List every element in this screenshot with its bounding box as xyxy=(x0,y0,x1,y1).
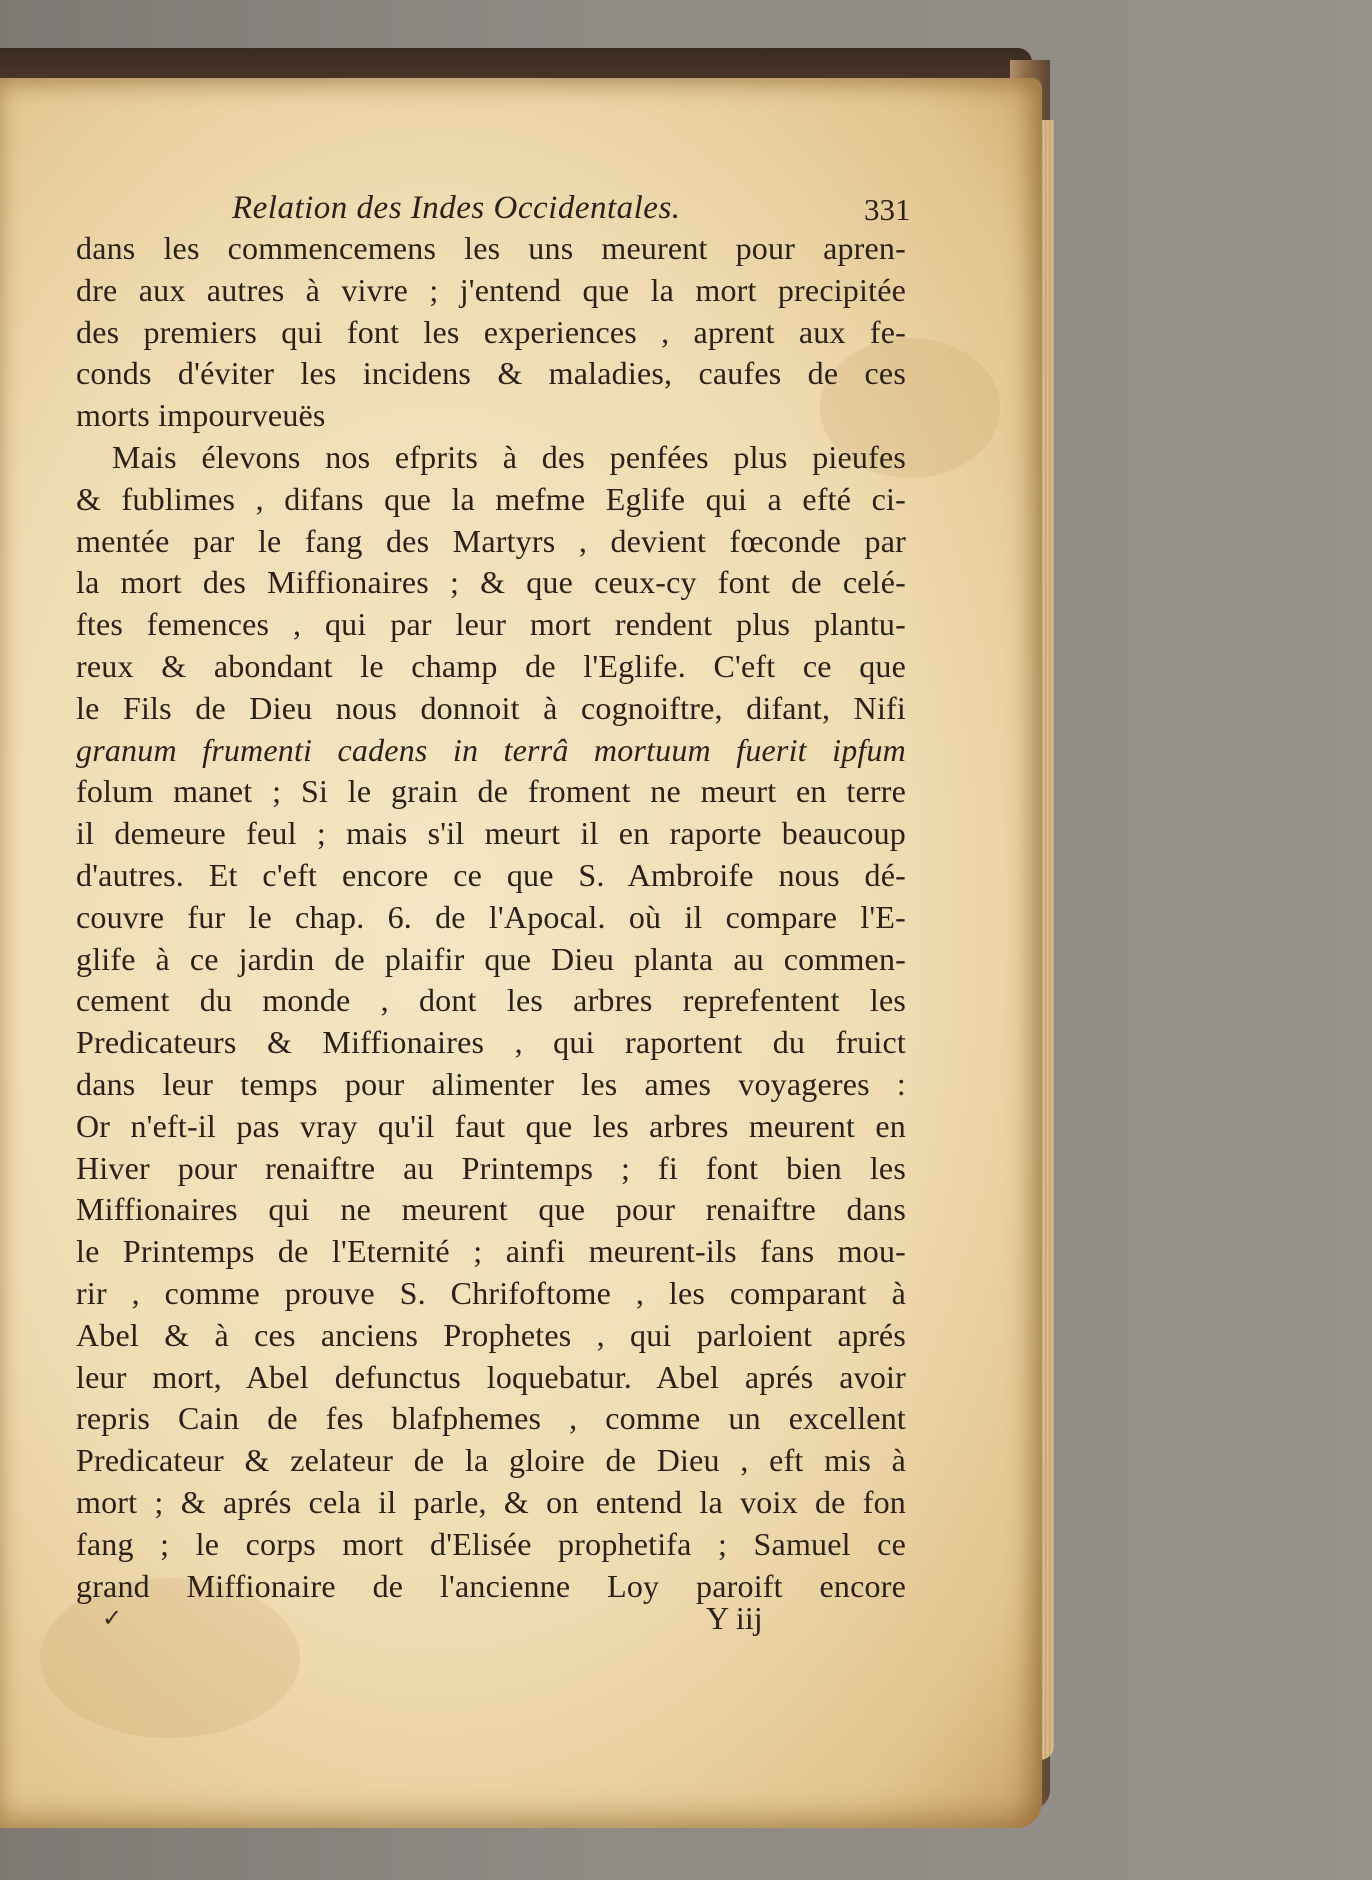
text-line: Or n'eft-il pas vray qu'il faut que les arbres meurent en xyxy=(76,1107,906,1144)
text-line: cement du monde , dont les arbres reprefentent les xyxy=(76,982,906,1019)
text-line: d'autres. Et c'eft encore ce que S. Ambroife nous dé- xyxy=(76,856,906,893)
text-line: rir , comme prouve S. Chrifoftome , les comparant à xyxy=(76,1274,906,1311)
text-line: reux & abondant le champ de l'Eglife. C'eft ce que xyxy=(76,647,906,684)
body-text xyxy=(76,228,906,1607)
text-line: glife à ce jardin de plaifir que Dieu planta au commen- xyxy=(76,940,906,977)
text-line: leur mort, Abel defunctus loquebatur. Abel aprés avoir xyxy=(76,1358,906,1395)
text-line: ftes femences , qui par leur mort rendent plus plantu- xyxy=(76,606,906,643)
text-line: il demeure feul ; mais s'il meurt il en raporte beaucoup xyxy=(76,815,906,852)
text-line: mort ; & aprés cela il parle, & on entend la voix de fon xyxy=(76,1483,906,1520)
text-line: la mort des Miffionaires ; & que ceux-cy font de celé- xyxy=(76,564,906,601)
text-line: conds d'éviter les incidens & maladies, caufes de ces xyxy=(76,355,906,392)
text-line: repris Cain de fes blafphemes , comme un excellent xyxy=(76,1400,906,1437)
margin-mark: ✓ xyxy=(102,1606,123,1632)
text-line: Mais élevons nos efprits à des penfées plus pieufes xyxy=(112,438,906,475)
text-line: dans leur temps pour alimenter les ames voyageres : xyxy=(76,1065,906,1102)
text-line: des premiers qui font les experiences , aprent aux fe- xyxy=(76,313,906,350)
signature-mark: Y iij xyxy=(706,1600,763,1636)
text-line: morts impourveuës xyxy=(76,397,326,434)
text-line: le Fils de Dieu nous donnoit à cognoiftre, difant, Nifi xyxy=(76,689,906,726)
text-line: Abel & à ces anciens Prophetes , qui parloient aprés xyxy=(76,1316,906,1353)
text-line: couvre fur le chap. 6. de l'Apocal. où il compare l'E- xyxy=(76,898,906,935)
text-line: Predicateurs & Miffionaires , qui raportent du fruict xyxy=(76,1024,906,1061)
text-line: dre aux autres à vivre ; j'entend que la mort precipitée xyxy=(76,271,906,308)
text-line: fang ; le corps mort d'Elisée prophetifa ; Samuel ce xyxy=(76,1525,906,1562)
running-head xyxy=(0,190,1042,230)
text-line: dans les commencemens les uns meurent pour apren- xyxy=(76,230,906,266)
text-line: Hiver pour renaiftre au Printemps ; fi font bien les xyxy=(76,1149,906,1186)
text-line: mentée par le fang des Martyrs , devient fœconde par xyxy=(76,522,906,559)
text-line: & fublimes , difans que la mefme Eglife qui a efté ci- xyxy=(76,480,906,517)
text-line: grand Miffionaire de l'ancienne Loy paroift encore xyxy=(76,1567,906,1604)
text-line: granum frumenti cadens in terrâ mortuum fuerit ipfum xyxy=(76,731,906,768)
running-head-title: Relation des Indes Occidentales. xyxy=(232,190,681,226)
text-line: le Printemps de l'Eternité ; ainfi meurent-ils fans mou- xyxy=(76,1233,906,1270)
text-line: Miffionaires qui ne meurent que pour renaiftre dans xyxy=(76,1191,906,1228)
text-line: Predicateur & zelateur de la gloire de Dieu , eft mis à xyxy=(76,1442,906,1479)
page-number: 331 xyxy=(864,192,911,227)
text-line: folum manet ; Si le grain de froment ne meurt en terre xyxy=(76,773,906,810)
